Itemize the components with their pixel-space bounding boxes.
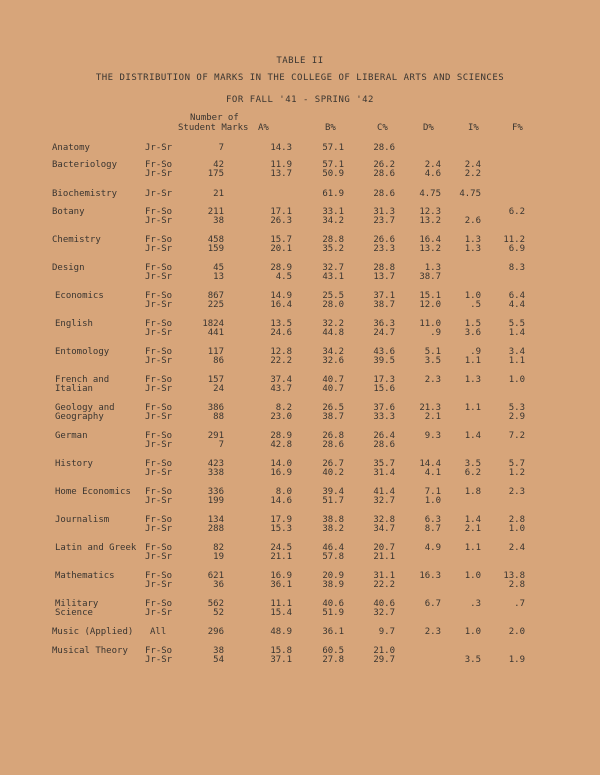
class-level: Jr-Sr <box>145 468 173 478</box>
class-level: Fr-So <box>145 160 173 170</box>
a-percent-value: 22.2 <box>270 356 292 366</box>
f-percent-value: 13.8 <box>503 571 525 581</box>
f-percent-value: 1.4 <box>508 328 525 338</box>
a-percent-value: 15.8 <box>270 646 292 656</box>
a-percent-value: 14.6 <box>270 496 292 506</box>
c-percent-value: 31.1 <box>373 571 395 581</box>
f-percent-value: 6.4 <box>508 291 525 301</box>
f-percent-value: 2.8 <box>508 515 525 525</box>
i-percent-value: 2.2 <box>464 169 481 179</box>
f-percent-value: 6.9 <box>508 244 525 254</box>
f-percent-value: 2.3 <box>508 487 525 497</box>
b-percent-value: 27.8 <box>322 655 344 665</box>
students-header-line1: Number of <box>190 113 239 123</box>
a-percent-value: 11.1 <box>270 599 292 609</box>
class-level: Jr-Sr <box>145 580 173 590</box>
d-percent-value: 12.3 <box>419 207 441 217</box>
class-level: Fr-So <box>145 431 173 441</box>
a-percent-value: 20.1 <box>270 244 292 254</box>
a-percent-value: 28.9 <box>270 263 292 273</box>
d-percent-value: 8.7 <box>424 524 441 534</box>
b-percent-value: 34.2 <box>322 216 344 226</box>
student-marks-count: 38 <box>213 646 224 656</box>
student-marks-count: 36 <box>213 580 224 590</box>
subject-name: Entomology <box>55 347 110 357</box>
c-percent-value: 32.8 <box>373 515 395 525</box>
subject-name: Design <box>52 263 85 273</box>
class-level: Fr-So <box>145 375 173 385</box>
class-level: Fr-So <box>145 319 173 329</box>
d-percent-value: 11.0 <box>419 319 441 329</box>
student-marks-count: 562 <box>207 599 224 609</box>
c-percent-value: 26.6 <box>373 235 395 245</box>
c-percent-value: 40.6 <box>373 599 395 609</box>
f-percent-value: 3.4 <box>508 347 525 357</box>
subject-name: Anatomy <box>52 143 90 153</box>
class-level: Fr-So <box>145 347 173 357</box>
a-percent-value: 26.3 <box>270 216 292 226</box>
b-percent-value: 40.2 <box>322 468 344 478</box>
a-percent-value: 16.9 <box>270 571 292 581</box>
student-marks-count: 88 <box>213 412 224 422</box>
class-level: Fr-So <box>145 487 173 497</box>
c-percent-value: 20.7 <box>373 543 395 553</box>
c-percent-value: 9.7 <box>378 627 395 637</box>
student-marks-count: 38 <box>213 216 224 226</box>
d-percent-value: 6.7 <box>424 599 441 609</box>
b-percent-value: 32.2 <box>322 319 344 329</box>
b-percent-value: 38.7 <box>322 412 344 422</box>
i-percent-value: 3.5 <box>464 655 481 665</box>
d-percent-value: 2.3 <box>424 627 441 637</box>
i-percent-value: 2.6 <box>464 216 481 226</box>
class-level: Jr-Sr <box>145 384 173 394</box>
subject-name: Italian <box>55 384 93 394</box>
a-percent-value: 8.0 <box>275 487 292 497</box>
b-percent-value: 44.8 <box>322 328 344 338</box>
c-percent-value: 35.7 <box>373 459 395 469</box>
a-percent-value: 15.7 <box>270 235 292 245</box>
student-marks-count: 338 <box>207 468 224 478</box>
class-level: Fr-So <box>145 263 173 273</box>
a-percent-value: 36.1 <box>270 580 292 590</box>
c-percent-value: 26.4 <box>373 431 395 441</box>
b-percent-value: 28.8 <box>322 235 344 245</box>
a-percent-value: 21.1 <box>270 552 292 562</box>
d-percent-value: 14.4 <box>419 459 441 469</box>
class-level: Jr-Sr <box>145 655 173 665</box>
i-percent-value: 1.5 <box>464 319 481 329</box>
class-level: Fr-So <box>145 646 173 656</box>
d-percent-header: D% <box>423 123 434 133</box>
subject-name: Bacteriology <box>52 160 118 170</box>
student-marks-count: 45 <box>213 263 224 273</box>
c-percent-value: 15.6 <box>373 384 395 394</box>
b-percent-value: 57.1 <box>322 160 344 170</box>
i-percent-value: 1.1 <box>464 403 481 413</box>
subject-name: Journalism <box>55 515 110 525</box>
class-level: Jr-Sr <box>145 143 173 153</box>
b-percent-header: B% <box>325 123 336 133</box>
i-percent-value: 1.0 <box>464 291 481 301</box>
a-percent-value: 12.8 <box>270 347 292 357</box>
subject-name: German <box>55 431 88 441</box>
i-percent-value: 1.3 <box>464 375 481 385</box>
b-percent-value: 40.7 <box>322 384 344 394</box>
a-percent-value: 37.4 <box>270 375 292 385</box>
f-percent-value: 5.5 <box>508 319 525 329</box>
a-percent-value: 16.4 <box>270 300 292 310</box>
a-percent-value: 37.1 <box>270 655 292 665</box>
table-subtitle: THE DISTRIBUTION OF MARKS IN THE COLLEGE OF LIBERAL ARTS AND SCIENCES <box>95 73 505 83</box>
class-level: Jr-Sr <box>145 328 173 338</box>
student-marks-count: 24 <box>213 384 224 394</box>
student-marks-count: 134 <box>207 515 224 525</box>
c-percent-value: 23.3 <box>373 244 395 254</box>
student-marks-count: 211 <box>207 207 224 217</box>
d-percent-value: 4.1 <box>424 468 441 478</box>
a-percent-value: 13.5 <box>270 319 292 329</box>
d-percent-value: 4.6 <box>424 169 441 179</box>
c-percent-value: 24.7 <box>373 328 395 338</box>
b-percent-value: 32.7 <box>322 263 344 273</box>
i-percent-value: .5 <box>470 300 481 310</box>
d-percent-value: 9.3 <box>424 431 441 441</box>
table-title: TABLE II <box>276 56 324 66</box>
student-marks-count: 54 <box>213 655 224 665</box>
c-percent-value: 21.0 <box>373 646 395 656</box>
f-percent-value: 5.3 <box>508 403 525 413</box>
a-percent-value: 24.6 <box>270 328 292 338</box>
i-percent-value: 2.1 <box>464 524 481 534</box>
a-percent-value: 8.2 <box>275 403 292 413</box>
class-level: Fr-So <box>145 207 173 217</box>
i-percent-value: 6.2 <box>464 468 481 478</box>
a-percent-header: A% <box>258 123 269 133</box>
i-percent-value: 4.75 <box>459 189 481 199</box>
c-percent-value: 43.6 <box>373 347 395 357</box>
i-percent-value: 3.5 <box>464 459 481 469</box>
class-level: Jr-Sr <box>145 496 173 506</box>
b-percent-value: 26.5 <box>322 403 344 413</box>
f-percent-value: 1.9 <box>508 655 525 665</box>
f-percent-value: 8.3 <box>508 263 525 273</box>
d-percent-value: 15.1 <box>419 291 441 301</box>
subject-name: Musical Theory <box>52 646 128 656</box>
i-percent-value: 1.4 <box>464 431 481 441</box>
c-percent-value: 32.7 <box>373 608 395 618</box>
i-percent-value: 1.0 <box>464 571 481 581</box>
a-percent-value: 48.9 <box>270 627 292 637</box>
student-marks-count: 13 <box>213 272 224 282</box>
f-percent-value: 7.2 <box>508 431 525 441</box>
b-percent-value: 32.6 <box>322 356 344 366</box>
c-percent-value: 22.2 <box>373 580 395 590</box>
subject-name: Music (Applied) <box>52 627 134 637</box>
student-marks-count: 296 <box>207 627 224 637</box>
subject-name: Geology and <box>55 403 115 413</box>
c-percent-value: 28.8 <box>373 263 395 273</box>
a-percent-value: 15.3 <box>270 524 292 534</box>
class-level: Jr-Sr <box>145 300 173 310</box>
c-percent-value: 33.3 <box>373 412 395 422</box>
f-percent-value: 2.4 <box>508 543 525 553</box>
student-marks-count: 157 <box>207 375 224 385</box>
student-marks-count: 159 <box>207 244 224 254</box>
b-percent-value: 51.9 <box>322 608 344 618</box>
student-marks-count: 21 <box>213 189 224 199</box>
c-percent-value: 29.7 <box>373 655 395 665</box>
class-level: Fr-So <box>145 571 173 581</box>
a-percent-value: 16.9 <box>270 468 292 478</box>
student-marks-count: 386 <box>207 403 224 413</box>
b-percent-value: 46.4 <box>322 543 344 553</box>
class-level: Jr-Sr <box>145 552 173 562</box>
subject-name: Chemistry <box>52 235 101 245</box>
f-percent-value: 6.2 <box>508 207 525 217</box>
student-marks-count: 199 <box>207 496 224 506</box>
b-percent-value: 38.9 <box>322 580 344 590</box>
a-percent-value: 23.0 <box>270 412 292 422</box>
i-percent-value: 1.1 <box>464 356 481 366</box>
b-percent-value: 39.4 <box>322 487 344 497</box>
d-percent-value: 13.2 <box>419 216 441 226</box>
students-header-line2: Student Marks <box>178 123 249 133</box>
c-percent-value: 28.6 <box>373 440 395 450</box>
b-percent-value: 26.8 <box>322 431 344 441</box>
b-percent-value: 60.5 <box>322 646 344 656</box>
class-level: Fr-So <box>145 515 173 525</box>
c-percent-value: 28.6 <box>373 143 395 153</box>
class-level: Jr-Sr <box>145 216 173 226</box>
c-percent-value: 13.7 <box>373 272 395 282</box>
b-percent-value: 40.6 <box>322 599 344 609</box>
a-percent-value: 28.9 <box>270 431 292 441</box>
student-marks-count: 7 <box>218 143 224 153</box>
b-percent-value: 51.7 <box>322 496 344 506</box>
i-percent-value: 1.3 <box>464 244 481 254</box>
c-percent-value: 28.6 <box>373 189 395 199</box>
i-percent-value: 3.6 <box>464 328 481 338</box>
f-percent-value: 11.2 <box>503 235 525 245</box>
c-percent-value: 32.7 <box>373 496 395 506</box>
subject-name: Economics <box>55 291 104 301</box>
d-percent-value: 3.5 <box>424 356 441 366</box>
c-percent-value: 28.6 <box>373 169 395 179</box>
a-percent-value: 43.7 <box>270 384 292 394</box>
subject-name: Botany <box>52 207 85 217</box>
i-percent-header: I% <box>468 123 479 133</box>
b-percent-value: 35.2 <box>322 244 344 254</box>
f-percent-value: 1.2 <box>508 468 525 478</box>
subject-name: Geography <box>55 412 104 422</box>
a-percent-value: 4.5 <box>275 272 292 282</box>
b-percent-value: 57.1 <box>322 143 344 153</box>
a-percent-value: 17.9 <box>270 515 292 525</box>
f-percent-value: 1.1 <box>508 356 525 366</box>
i-percent-value: 1.3 <box>464 235 481 245</box>
student-marks-count: 225 <box>207 300 224 310</box>
class-level: Jr-Sr <box>145 169 173 179</box>
student-marks-count: 1824 <box>202 319 224 329</box>
subject-name: English <box>55 319 93 329</box>
d-percent-value: 2.3 <box>424 375 441 385</box>
student-marks-count: 288 <box>207 524 224 534</box>
a-percent-value: 42.8 <box>270 440 292 450</box>
d-percent-value: 4.9 <box>424 543 441 553</box>
f-percent-value: 2.0 <box>508 627 525 637</box>
f-percent-value: 1.0 <box>508 524 525 534</box>
b-percent-value: 40.7 <box>322 375 344 385</box>
b-percent-value: 26.7 <box>322 459 344 469</box>
subject-name: History <box>55 459 93 469</box>
a-percent-value: 13.7 <box>270 169 292 179</box>
b-percent-value: 34.2 <box>322 347 344 357</box>
class-level: Fr-So <box>145 403 173 413</box>
student-marks-count: 42 <box>213 160 224 170</box>
i-percent-value: .9 <box>470 347 481 357</box>
student-marks-count: 82 <box>213 543 224 553</box>
i-percent-value: 1.4 <box>464 515 481 525</box>
c-percent-value: 17.3 <box>373 375 395 385</box>
class-level: Jr-Sr <box>145 524 173 534</box>
c-percent-value: 36.3 <box>373 319 395 329</box>
d-percent-value: 4.75 <box>419 189 441 199</box>
subject-name: Science <box>55 608 93 618</box>
c-percent-value: 38.7 <box>373 300 395 310</box>
f-percent-value: 2.8 <box>508 580 525 590</box>
d-percent-value: 2.4 <box>424 160 441 170</box>
subject-name: Home Economics <box>55 487 131 497</box>
class-level: Jr-Sr <box>145 356 173 366</box>
class-level: Fr-So <box>145 235 173 245</box>
student-marks-count: 423 <box>207 459 224 469</box>
student-marks-count: 621 <box>207 571 224 581</box>
subject-name: French and <box>55 375 110 385</box>
student-marks-count: 52 <box>213 608 224 618</box>
subject-name: Military <box>55 599 99 609</box>
class-level: Fr-So <box>145 599 173 609</box>
student-marks-count: 7 <box>218 440 224 450</box>
c-percent-value: 37.1 <box>373 291 395 301</box>
i-percent-value: 1.0 <box>464 627 481 637</box>
class-level: Jr-Sr <box>145 189 173 199</box>
class-level: Jr-Sr <box>145 272 173 282</box>
b-percent-value: 38.2 <box>322 524 344 534</box>
b-percent-value: 57.8 <box>322 552 344 562</box>
f-percent-value: .7 <box>514 599 525 609</box>
student-marks-count: 336 <box>207 487 224 497</box>
d-percent-value: 2.1 <box>424 412 441 422</box>
a-percent-value: 17.1 <box>270 207 292 217</box>
a-percent-value: 14.9 <box>270 291 292 301</box>
i-percent-value: 1.1 <box>464 543 481 553</box>
a-percent-value: 24.5 <box>270 543 292 553</box>
student-marks-count: 441 <box>207 328 224 338</box>
f-percent-value: 1.0 <box>508 375 525 385</box>
d-percent-value: 5.1 <box>424 347 441 357</box>
d-percent-value: 16.4 <box>419 235 441 245</box>
class-level: Jr-Sr <box>145 412 173 422</box>
b-percent-value: 50.9 <box>322 169 344 179</box>
d-percent-value: 21.3 <box>419 403 441 413</box>
b-percent-value: 28.6 <box>322 440 344 450</box>
d-percent-value: 1.3 <box>424 263 441 273</box>
d-percent-value: 7.1 <box>424 487 441 497</box>
i-percent-value: 2.4 <box>464 160 481 170</box>
d-percent-value: 16.3 <box>419 571 441 581</box>
student-marks-count: 86 <box>213 356 224 366</box>
student-marks-count: 19 <box>213 552 224 562</box>
a-percent-value: 11.9 <box>270 160 292 170</box>
f-percent-value: 2.9 <box>508 412 525 422</box>
d-percent-value: 38.7 <box>419 272 441 282</box>
d-percent-value: 1.0 <box>424 496 441 506</box>
c-percent-value: 31.4 <box>373 468 395 478</box>
b-percent-value: 38.8 <box>322 515 344 525</box>
c-percent-value: 34.7 <box>373 524 395 534</box>
c-percent-value: 41.4 <box>373 487 395 497</box>
student-marks-count: 867 <box>207 291 224 301</box>
student-marks-count: 117 <box>207 347 224 357</box>
class-level: Jr-Sr <box>145 440 173 450</box>
student-marks-count: 175 <box>207 169 224 179</box>
c-percent-value: 37.6 <box>373 403 395 413</box>
d-percent-value: 13.2 <box>419 244 441 254</box>
class-level: Fr-So <box>145 459 173 469</box>
class-level: Jr-Sr <box>145 608 173 618</box>
c-percent-value: 26.2 <box>373 160 395 170</box>
class-level: Fr-So <box>145 291 173 301</box>
f-percent-value: 4.4 <box>508 300 525 310</box>
a-percent-value: 15.4 <box>270 608 292 618</box>
f-percent-header: F% <box>512 123 523 133</box>
c-percent-value: 39.5 <box>373 356 395 366</box>
d-percent-value: .9 <box>430 328 441 338</box>
b-percent-value: 25.5 <box>322 291 344 301</box>
b-percent-value: 33.1 <box>322 207 344 217</box>
c-percent-header: C% <box>377 123 388 133</box>
student-marks-count: 291 <box>207 431 224 441</box>
subject-name: Mathematics <box>55 571 115 581</box>
class-level: Jr-Sr <box>145 244 173 254</box>
class-level: Fr-So <box>145 543 173 553</box>
b-percent-value: 36.1 <box>322 627 344 637</box>
d-percent-value: 12.0 <box>419 300 441 310</box>
student-marks-count: 458 <box>207 235 224 245</box>
subject-name: Latin and Greek <box>55 543 137 553</box>
i-percent-value: .3 <box>470 599 481 609</box>
class-level: All <box>150 627 167 637</box>
b-percent-value: 28.0 <box>322 300 344 310</box>
a-percent-value: 14.0 <box>270 459 292 469</box>
d-percent-value: 6.3 <box>424 515 441 525</box>
table-period: FOR FALL '41 - SPRING '42 <box>226 95 374 105</box>
c-percent-value: 23.7 <box>373 216 395 226</box>
c-percent-value: 21.1 <box>373 552 395 562</box>
b-percent-value: 61.9 <box>322 189 344 199</box>
b-percent-value: 20.9 <box>322 571 344 581</box>
a-percent-value: 14.3 <box>270 143 292 153</box>
b-percent-value: 43.1 <box>322 272 344 282</box>
f-percent-value: 5.7 <box>508 459 525 469</box>
subject-name: Biochemistry <box>52 189 118 199</box>
i-percent-value: 1.8 <box>464 487 481 497</box>
c-percent-value: 31.3 <box>373 207 395 217</box>
